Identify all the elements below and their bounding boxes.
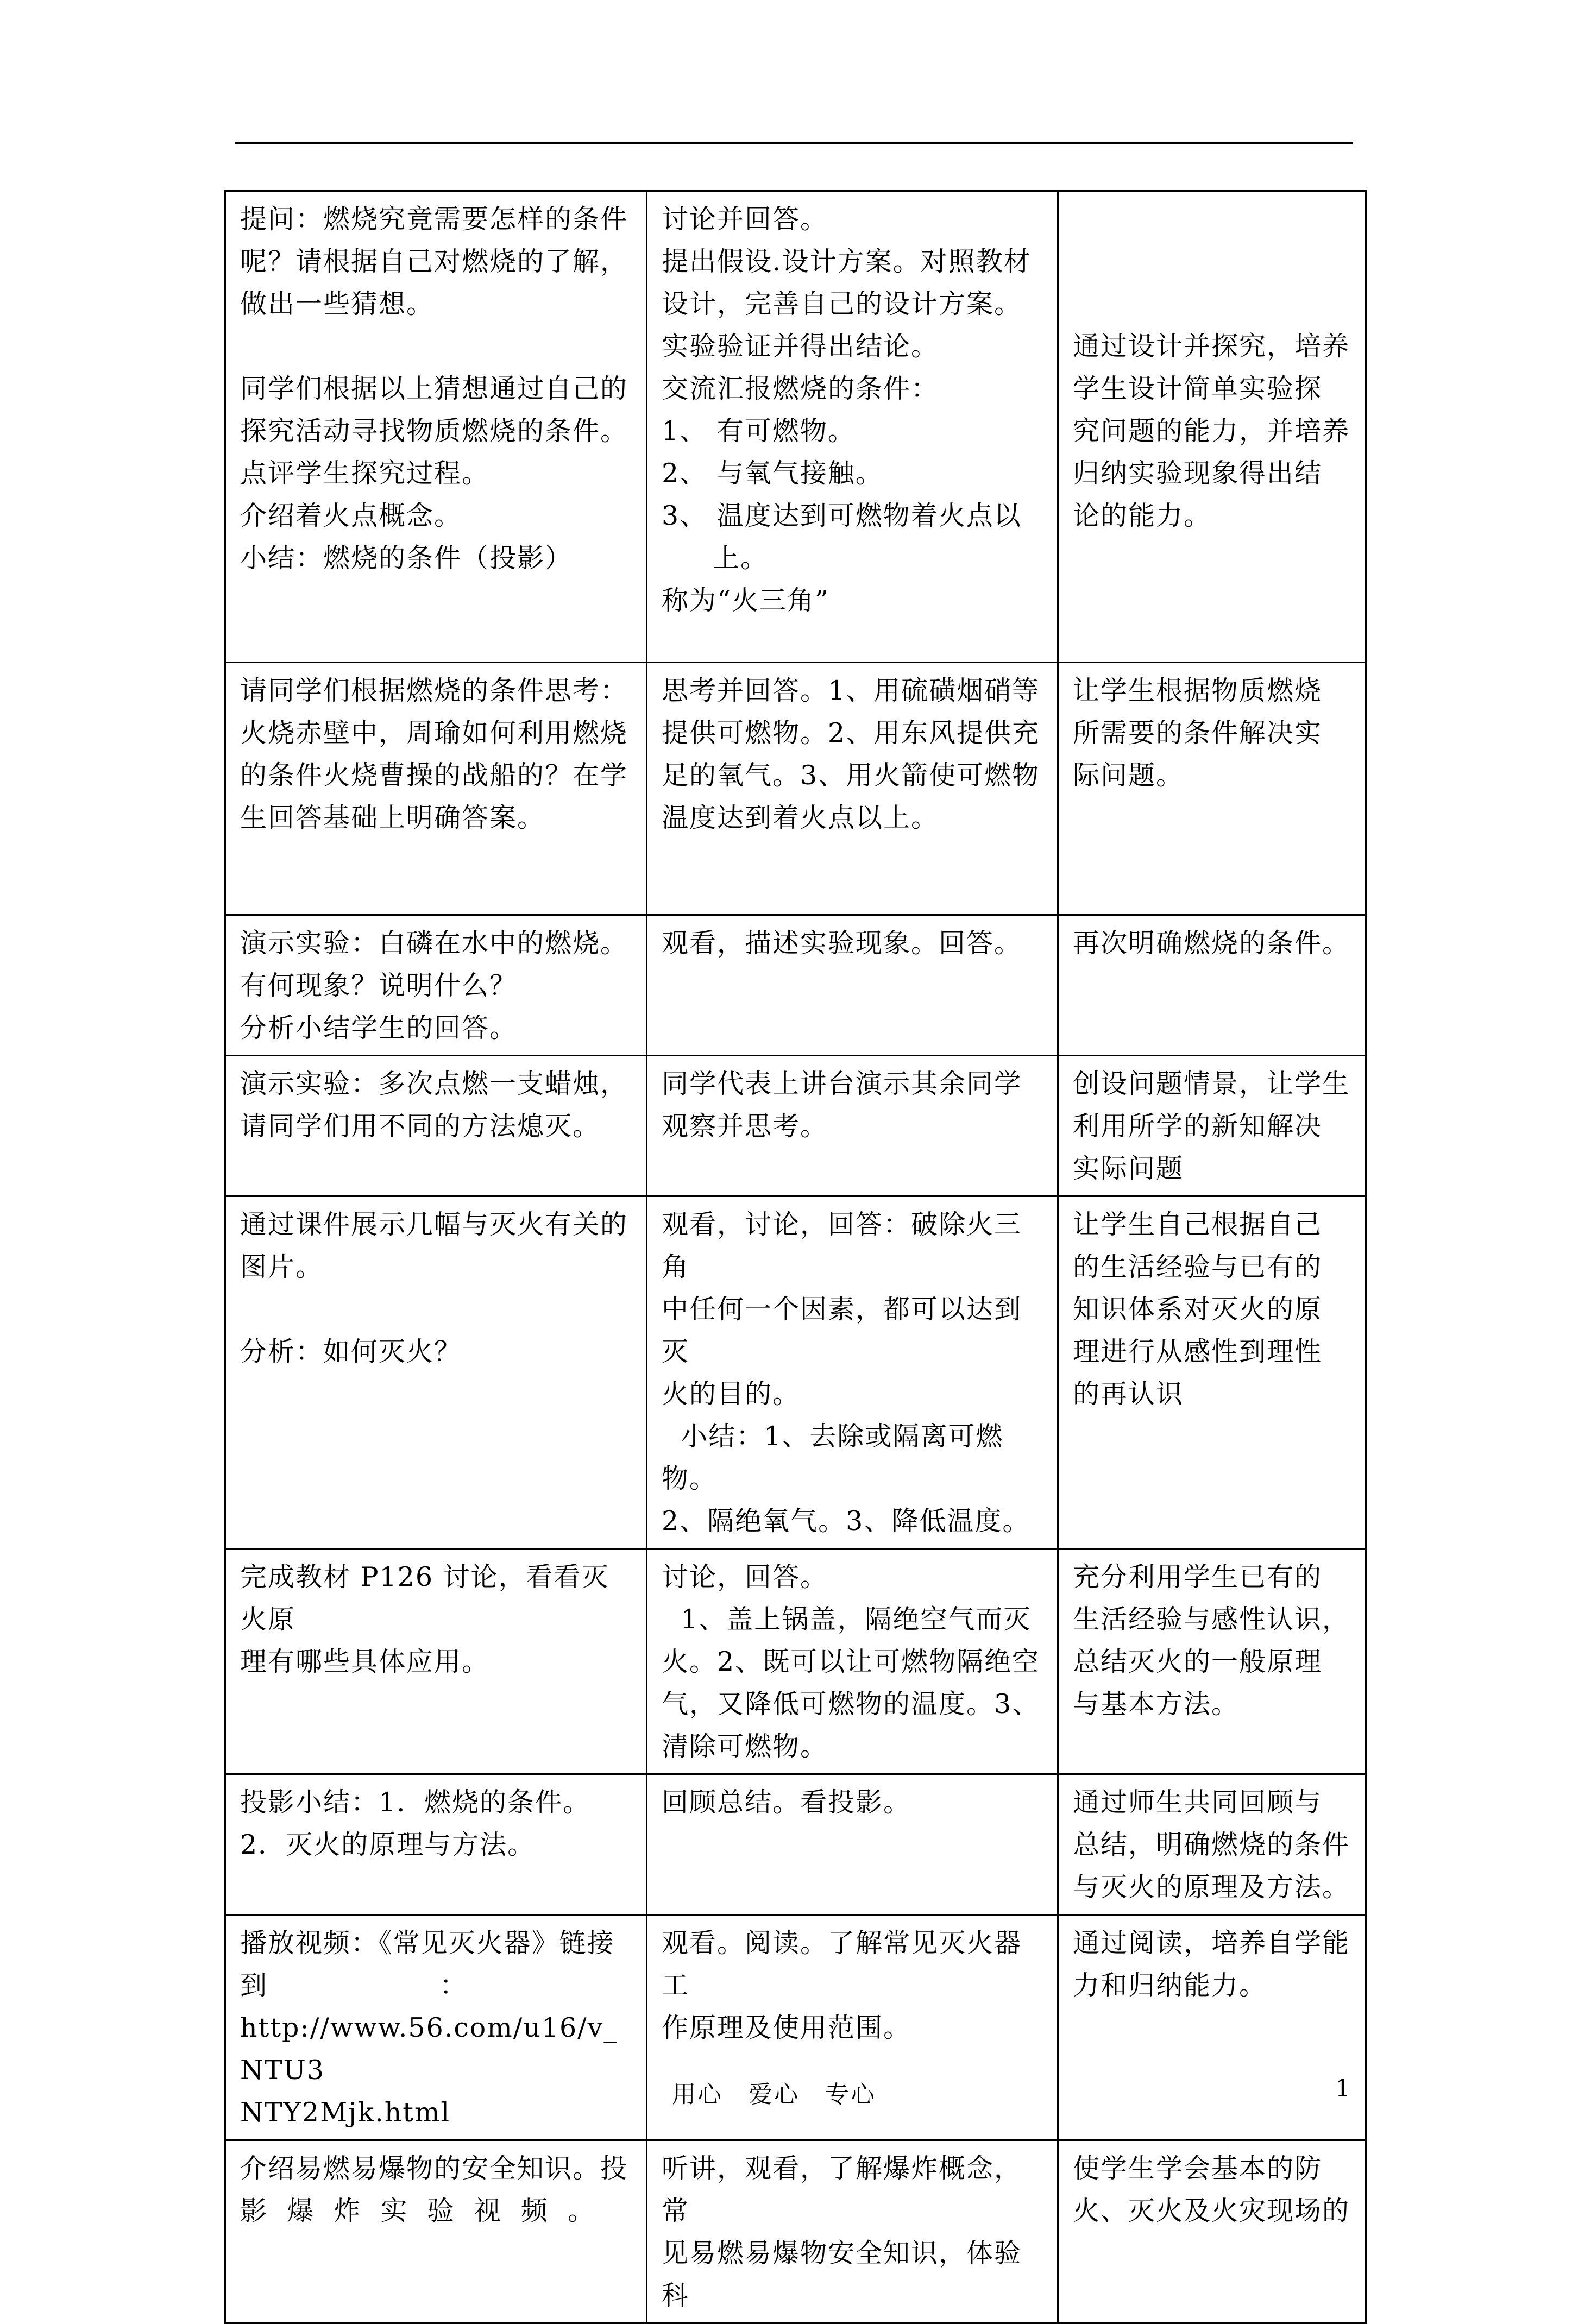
- teacher-activity-cell: [225, 663, 647, 915]
- cell-line: 呢？请根据自己对燃烧的了解，: [240, 246, 628, 277]
- cell-line: 介绍易燃易爆物的安全知识。投: [240, 2153, 628, 2184]
- cell-line: 称为“火三角”: [662, 585, 830, 616]
- cell-line: 理进行从感性到理性: [1073, 1336, 1323, 1367]
- cell-line: 分析：如何灭火？: [240, 1336, 462, 1367]
- cell-line: 理有哪些具体应用。: [240, 1646, 490, 1677]
- cell-line: 点评学生探究过程。: [240, 458, 490, 489]
- student-activity-cell: [647, 1056, 1058, 1196]
- table-row: [225, 1196, 1366, 1549]
- cell-line: [240, 1288, 632, 1331]
- design-intent-cell: [1058, 1056, 1366, 1196]
- cell-line: 请同学们根据燃烧的条件思考：: [240, 675, 628, 706]
- cell-line: 小结：1、去除或隔离可燃物。: [662, 1421, 1004, 1494]
- cell-line: 观看，描述实验现象。回答。: [662, 928, 1022, 959]
- cell-line: 设计，完善自己的设计方案。: [662, 288, 1022, 319]
- cell-line: 生回答基础上明确答案。: [240, 802, 545, 833]
- cell-line: 充分利用学生已有的: [1073, 1561, 1323, 1592]
- design-intent-cell: [1058, 1915, 1366, 2140]
- cell-line: 实际问题: [1073, 1153, 1184, 1184]
- cell-line: [240, 325, 632, 368]
- teacher-activity-cell: [225, 915, 647, 1056]
- cell-line: 完成教材 P126 讨论，看看灭火原: [240, 1561, 609, 1635]
- cell-line: 与基本方法。: [1073, 1689, 1240, 1720]
- page-number: 1: [1335, 2075, 1350, 2102]
- cell-line: 提供可燃物。2、用东风提供充: [662, 717, 1040, 748]
- design-intent-cell: [1058, 191, 1366, 663]
- cell-line: 观看。阅读。了解常见灭火器工: [662, 1928, 1022, 2001]
- cell-line: 介绍着火点概念。: [240, 500, 462, 531]
- table-row: [225, 191, 1366, 663]
- teacher-activity-cell: [225, 1549, 647, 1774]
- cell-line: 作原理及使用范围。: [662, 2012, 911, 2043]
- design-intent-cell: [1058, 1774, 1366, 1915]
- cell-line: 气，又降低可燃物的温度。3、: [662, 1689, 1040, 1720]
- cell-line: 归纳实验现象得出结: [1073, 458, 1323, 489]
- cell-line: 际问题。: [1073, 760, 1184, 791]
- cell-line: 知识体系对灭火的原: [1073, 1294, 1323, 1325]
- cell-line: 图片。: [240, 1251, 324, 1282]
- cell-line: 同学代表上讲台演示其余同学: [662, 1068, 1022, 1099]
- design-intent-cell: [1058, 1196, 1366, 1549]
- cell-line: 观看，讨论，回答：破除火三角: [662, 1209, 1022, 1282]
- cell-line: 的条件火烧曹操的战船的？在学: [240, 760, 628, 791]
- student-activity-cell: [647, 663, 1058, 915]
- cell-line: 1、 有可燃物。: [662, 415, 856, 446]
- cell-line: 实验验证并得出结论。: [662, 331, 939, 362]
- student-activity-cell: [647, 2140, 1058, 2323]
- teacher-activity-cell: [225, 191, 647, 663]
- cell-line: 分析小结学生的回答。: [240, 1012, 518, 1043]
- student-activity-cell: [647, 1196, 1058, 1549]
- cell-line: 通过课件展示几幅与灭火有关的: [240, 1209, 628, 1240]
- cell-line: 清除可燃物。: [662, 1731, 828, 1762]
- cell-line: 交流汇报燃烧的条件：: [662, 373, 939, 404]
- teacher-activity-cell: [225, 1196, 647, 1549]
- cell-line: 中任何一个因素，都可以达到灭: [662, 1294, 1022, 1367]
- cell-line: 再次明确燃烧的条件。: [1073, 928, 1350, 959]
- cell-line: 提出假设.设计方案。对照教材: [662, 246, 1032, 277]
- cell-line: 温度达到着火点以上。: [662, 802, 939, 833]
- student-activity-cell: [647, 915, 1058, 1056]
- cell-line: 使学生学会基本的防: [1073, 2153, 1323, 2184]
- cell-line: 总结灭火的一般原理: [1073, 1646, 1323, 1677]
- teacher-activity-cell: [225, 1774, 647, 1915]
- table-row: [225, 915, 1366, 1056]
- lesson-table: [224, 190, 1367, 2324]
- cell-line: 2．灭火的原理与方法。: [240, 1829, 536, 1860]
- cell-line: 讨论，回答。: [662, 1561, 828, 1592]
- table-row: [225, 1549, 1366, 1774]
- cell-line: 请同学们用不同的方法熄灭。: [240, 1111, 601, 1142]
- cell-line: 做出一些猜想。: [240, 288, 435, 319]
- cell-line: 回顾总结。看投影。: [662, 1787, 911, 1818]
- teacher-activity-cell: [225, 1915, 647, 2140]
- cell-line: 让学生自己根据自己: [1073, 1209, 1323, 1240]
- cell-line: 总结，明确燃烧的条件: [1073, 1829, 1350, 1860]
- table-row: [225, 2140, 1366, 2323]
- cell-line: 通过阅读，培养自学能: [1073, 1928, 1350, 1958]
- cell-line: 小结：燃烧的条件（投影）: [240, 543, 573, 574]
- cell-line: 利用所学的新知解决: [1073, 1111, 1323, 1142]
- cell-line: 论的能力。: [1073, 500, 1212, 531]
- student-activity-cell: [647, 1549, 1058, 1774]
- table-row: [225, 663, 1366, 915]
- cell-line: 讨论并回答。: [662, 204, 828, 235]
- cell-line: 2、隔绝氧气。3、降低温度。: [662, 1506, 1030, 1536]
- cell-line: 提问：燃烧究竟需要怎样的条件: [240, 204, 628, 235]
- cell-line: 演示实验：白磷在水中的燃烧。: [240, 928, 628, 959]
- cell-line: 听讲，观看，了解爆炸概念，常: [662, 2153, 1022, 2226]
- design-intent-cell: [1058, 663, 1366, 915]
- cell-line: 投影小结：1．燃烧的条件。: [240, 1787, 591, 1818]
- student-activity-cell: [647, 191, 1058, 663]
- cell-line: 思考并回答。1、用硫磺烟硝等: [662, 675, 1040, 706]
- cell-line: 观察并思考。: [662, 1111, 828, 1142]
- cell-line: 学生设计简单实验探: [1073, 373, 1323, 404]
- design-intent-cell: [1058, 1549, 1366, 1774]
- cell-line: 同学们根据以上猜想通过自己的: [240, 373, 628, 404]
- cell-line: 足的氧气。3、用火箭使可燃物: [662, 760, 1040, 791]
- cell-line: NTY2Mjk.html: [240, 2097, 451, 2128]
- cell-line: http://www.56.com/u16/v_NTU3: [240, 2012, 618, 2086]
- header-rule: [235, 142, 1353, 144]
- cell-line: 的再认识: [1073, 1378, 1184, 1409]
- design-intent-cell: [1058, 915, 1366, 1056]
- cell-line: 生活经验与感性认识，: [1073, 1604, 1350, 1635]
- cell-line: 通过师生共同回顾与: [1073, 1787, 1323, 1818]
- design-intent-cell: [1058, 2140, 1366, 2323]
- teacher-activity-cell: [225, 2140, 647, 2323]
- cell-line: 播放视频：《常见灭火器》链接: [240, 1928, 615, 1958]
- cell-line: 有何现象？说明什么？: [240, 970, 518, 1001]
- cell-line: 创设问题情景，让学生: [1073, 1068, 1350, 1099]
- teacher-activity-cell: [225, 1056, 647, 1196]
- cell-line: 火。2、既可以让可燃物隔绝空: [662, 1646, 1040, 1677]
- cell-line: [1073, 283, 1351, 325]
- cell-line: 让学生根据物质燃烧: [1073, 675, 1323, 706]
- cell-line: 的生活经验与已有的: [1073, 1251, 1323, 1282]
- cell-line: 所需要的条件解决实: [1073, 717, 1323, 748]
- cell-line: 演示实验：多次点燃一支蜡烛，: [240, 1068, 628, 1099]
- cell-line: [1073, 198, 1351, 241]
- cell-line: 到 ：: [240, 1970, 468, 2001]
- cell-line: 火、灭火及火灾现场的: [1073, 2195, 1350, 2226]
- student-activity-cell: [647, 1774, 1058, 1915]
- table-row: [225, 1774, 1366, 1915]
- cell-line: 究问题的能力，并培养: [1073, 415, 1350, 446]
- cell-line: 火的目的。: [662, 1378, 801, 1409]
- cell-line: 探究活动寻找物质燃烧的条件。: [240, 415, 628, 446]
- table-row: [225, 1056, 1366, 1196]
- cell-line: [1073, 241, 1351, 283]
- cell-line: 与灭火的原理及方法。: [1073, 1872, 1350, 1903]
- cell-line: 力和归纳能力。: [1073, 1970, 1267, 2001]
- cell-line: 2、 与氧气接触。: [662, 458, 883, 489]
- cell-line: 影 爆 炸 实 验 视 频 。: [240, 2195, 596, 2226]
- cell-line: 火烧赤壁中，周瑜如何利用燃烧: [240, 717, 628, 748]
- cell-line: 通过设计并探究，培养: [1073, 331, 1350, 362]
- footer-motto: 用心 爱心 专心: [672, 2081, 876, 2108]
- cell-line: 1、盖上锅盖，隔绝空气而灭: [662, 1604, 1032, 1635]
- cell-line: 见易燃易爆物安全知识，体验科: [662, 2238, 1022, 2311]
- cell-line: 3、 温度达到可燃物着火点以上。: [662, 500, 1022, 574]
